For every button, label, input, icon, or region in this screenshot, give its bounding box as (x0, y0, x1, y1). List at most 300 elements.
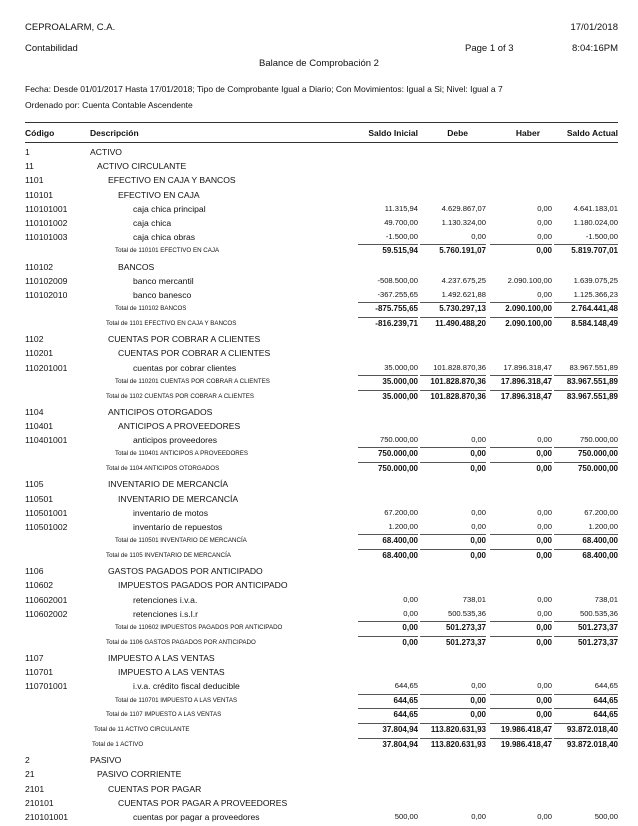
col-credit: Haber (515, 128, 540, 138)
account-description: caja chica obras (133, 232, 196, 243)
total-underline (490, 302, 552, 303)
account-description: EFECTIVO EN CAJA Y BANCOS (108, 175, 236, 186)
debe-value: 11.490.488,20 (435, 319, 486, 328)
haber-value: 0,00 (536, 536, 552, 546)
total-label: Total de 1105 INVENTARIO DE MERCANCÍA (106, 552, 231, 559)
debe-value: 0,00 (470, 449, 486, 459)
account-description: INVENTARIO DE MERCANCÍA (108, 479, 229, 490)
saldo-inicial-value: 68.400,00 (382, 536, 418, 546)
col-code: Código (25, 128, 55, 138)
account-description: cuentas por pagar a proveedores (133, 812, 260, 822)
total-underline (358, 636, 418, 637)
debe-value: 0,00 (471, 522, 486, 531)
total-underline (358, 694, 418, 695)
total-underline (358, 462, 418, 463)
account-row (0, 665, 638, 679)
total-row (0, 694, 638, 708)
total-underline (420, 636, 486, 637)
account-code: 110602 (25, 580, 54, 591)
saldo-inicial-value: 0,00 (403, 608, 418, 618)
total-underline (358, 390, 418, 391)
account-code: 110501 (25, 493, 54, 504)
saldo-actual-value: 501.273,37 (577, 637, 618, 647)
total-label: Total de 110501 INVENTARIO DE MERCANCÍA (115, 537, 247, 545)
debe-value: 0,00 (471, 681, 486, 691)
account-row (0, 260, 638, 274)
haber-value: 2.090.100,00 (505, 319, 552, 328)
account-code: 1106 (25, 566, 44, 577)
account-row (0, 433, 638, 447)
saldo-actual-value: 1.125.366,23 (573, 290, 618, 299)
haber-value: 0,00 (536, 551, 552, 560)
debe-value: 101.828.870,36 (430, 376, 486, 386)
total-label: Total de 110201 CUENTAS POR COBRAR A CLIENTES (115, 377, 270, 385)
account-description: ANTICIPOS A PROVEEDORES (118, 421, 241, 431)
total-underline (554, 244, 618, 245)
saldo-inicial-value: 35.000,00 (382, 391, 418, 401)
col-initial: Saldo Inicial (368, 128, 418, 138)
account-row (0, 173, 638, 187)
report-time: 8:04:16PM (572, 43, 618, 54)
total-underline (490, 723, 552, 724)
total-underline (420, 302, 486, 303)
total-underline (420, 375, 486, 376)
account-code: 110101002 (25, 218, 68, 228)
header-top-rule (25, 122, 618, 123)
saldo-inicial-value: 750.000,00 (377, 449, 418, 459)
haber-value: 0,00 (537, 594, 552, 604)
saldo-actual-value: 644,65 (593, 710, 618, 720)
total-underline (420, 549, 486, 550)
account-row (0, 767, 638, 781)
total-underline (420, 738, 486, 739)
account-description: CUENTAS POR PAGAR (108, 783, 202, 794)
debe-value: 1.492.621,88 (441, 290, 486, 299)
haber-value: 17.896.318,47 (500, 376, 552, 386)
account-code: 110101003 (25, 232, 68, 243)
total-underline (490, 534, 552, 535)
saldo-actual-value: 644,65 (594, 681, 618, 691)
account-code: 2101 (25, 783, 45, 794)
total-label: Total de 1106 GASTOS PAGADOS POR ANTICIPADO (106, 638, 256, 646)
debe-value: 1.130.324,00 (441, 218, 486, 227)
total-underline (554, 447, 618, 448)
saldo-actual-value: 4.641.183,01 (573, 203, 618, 213)
account-row (0, 753, 638, 767)
total-underline (420, 534, 486, 535)
saldo-actual-value: 68.400,00 (582, 536, 618, 546)
debe-value: 113.820.631,93 (430, 725, 486, 735)
debe-value: 4.629.867,07 (441, 203, 486, 213)
total-label: Total de 11 ACTIVO CIRCULANTE (94, 726, 190, 734)
account-row (0, 230, 638, 244)
header-bottom-rule (25, 142, 618, 143)
account-description: i.v.a. crédito fiscal deducible (133, 681, 240, 692)
report-title: Balance de Comprobación 2 (259, 58, 379, 69)
account-description: retenciones i.v.a. (133, 594, 198, 605)
account-description: PASIVO (90, 755, 122, 766)
total-underline (554, 708, 618, 709)
saldo-inicial-value: -1.500,00 (385, 232, 418, 242)
account-row (0, 607, 638, 621)
total-label: Total de 1104 ANTICIPOS OTORGADOS (106, 465, 220, 473)
saldo-inicial-value: 0,00 (403, 594, 418, 604)
saldo-inicial-value: -508.500,00 (377, 275, 418, 285)
total-underline (358, 244, 418, 245)
saldo-inicial-value: 644,65 (393, 710, 418, 720)
haber-value: 0,00 (537, 232, 552, 242)
haber-value: 0,00 (536, 623, 552, 632)
total-underline (554, 390, 618, 391)
total-label: Total de 110101 EFECTIVO EN CAJA (115, 247, 220, 255)
total-underline (358, 549, 418, 550)
account-row (0, 651, 638, 665)
account-description: inventario de repuestos (133, 522, 223, 532)
saldo-actual-value: 500.535,36 (579, 608, 618, 618)
saldo-actual-value: 500,00 (594, 812, 618, 821)
saldo-inicial-value: 11.315,94 (384, 203, 418, 213)
saldo-actual-value: 750.000,00 (577, 464, 618, 474)
saldo-inicial-value: -875.755,65 (375, 304, 418, 314)
total-underline (554, 375, 618, 376)
total-underline (554, 302, 618, 303)
company-name: CEPROALARM, C.A. (25, 22, 116, 33)
col-debit: Debe (447, 128, 468, 138)
total-underline (358, 723, 418, 724)
account-row (0, 492, 638, 506)
total-underline (554, 534, 618, 535)
haber-value: 0,00 (536, 637, 552, 647)
total-row (0, 549, 638, 563)
account-row (0, 782, 638, 796)
saldo-actual-value: 93.872.018,40 (566, 740, 618, 749)
haber-value: 0,00 (537, 290, 552, 299)
total-row (0, 723, 638, 737)
account-code: 110602001 (25, 594, 68, 605)
debe-value: 101.828.870,36 (430, 391, 486, 401)
debe-value: 0,00 (470, 551, 486, 560)
module-name: Contabilidad (25, 43, 78, 54)
account-code: 1107 (25, 653, 44, 663)
haber-value: 0,00 (537, 507, 552, 517)
saldo-inicial-value: 0,00 (402, 623, 418, 632)
account-row (0, 506, 638, 520)
account-row (0, 145, 638, 159)
total-underline (420, 708, 486, 709)
haber-value: 0,00 (536, 464, 552, 474)
account-row (0, 159, 638, 173)
saldo-inicial-value: 0,00 (402, 637, 418, 647)
account-code: 1 (25, 147, 30, 157)
debe-value: 0,00 (470, 464, 486, 474)
account-code: 1101 (25, 175, 44, 186)
total-underline (420, 244, 486, 245)
saldo-inicial-value: 750.000,00 (379, 435, 418, 445)
saldo-inicial-value: 644,65 (394, 681, 418, 691)
total-row (0, 375, 638, 389)
account-row (0, 288, 638, 302)
account-code: 110401001 (25, 435, 68, 446)
haber-value: 2.090.100,00 (507, 275, 552, 285)
account-row (0, 405, 638, 419)
account-description: INVENTARIO DE MERCANCÍA (118, 493, 239, 504)
saldo-actual-value: 1.180.024,00 (573, 218, 618, 227)
account-description: banco banesco (133, 290, 192, 300)
account-row (0, 796, 638, 810)
account-description: CUENTAS POR PAGAR A PROVEEDORES (118, 797, 288, 808)
total-row (0, 447, 638, 461)
account-code: 110101 (25, 189, 54, 200)
haber-value: 19.986.418,47 (500, 725, 552, 735)
debe-value: 500.535,36 (447, 608, 486, 618)
total-row (0, 636, 638, 650)
account-description: IMPUESTO A LAS VENTAS (108, 653, 215, 663)
debe-value: 5.760.191,07 (439, 246, 486, 256)
total-underline (420, 447, 486, 448)
account-row (0, 578, 638, 592)
account-code: 110602002 (25, 608, 68, 619)
debe-value: 4.237.675,25 (441, 275, 486, 285)
account-description: GASTOS PAGADOS POR ANTICIPADO (108, 566, 263, 577)
report-date: 17/01/2018 (570, 22, 618, 33)
total-row (0, 708, 638, 722)
account-code: 110102009 (25, 275, 68, 286)
account-description: caja chica (133, 218, 172, 228)
total-label: Total de 110401 ANTICIPOS A PROVEEDORES (115, 450, 248, 458)
total-underline (554, 738, 618, 739)
total-row (0, 302, 638, 316)
total-underline (490, 738, 552, 739)
account-code: 110201 (25, 348, 54, 359)
saldo-inicial-value: 35.000,00 (384, 362, 418, 372)
account-description: CUENTAS POR COBRAR A CLIENTES (118, 348, 271, 359)
account-row (0, 188, 638, 202)
debe-value: 501.273,37 (445, 623, 486, 632)
total-label: Total de 1102 CUENTAS POR COBRAR A CLIENTES (106, 392, 254, 400)
haber-value: 2.090.100,00 (505, 304, 552, 314)
saldo-actual-value: 501.273,37 (577, 623, 618, 632)
account-description: PASIVO CORRIENTE (97, 769, 182, 780)
saldo-inicial-value: 35.000,00 (382, 376, 418, 386)
haber-value: 0,00 (537, 435, 552, 445)
col-description: Descripción (90, 128, 139, 138)
account-code: 110701 (25, 667, 54, 678)
total-underline (420, 462, 486, 463)
haber-value: 17.896.318,47 (500, 391, 552, 401)
total-underline (554, 317, 618, 318)
debe-value: 0,00 (471, 435, 486, 445)
account-code: 110101001 (25, 203, 68, 214)
saldo-inicial-value: 750.000,00 (377, 464, 418, 474)
account-code: 11 (25, 161, 34, 172)
total-underline (490, 244, 552, 245)
account-description: ANTICIPOS OTORGADOS (108, 406, 213, 417)
total-row (0, 244, 638, 258)
total-underline (554, 723, 618, 724)
account-code: 2 (25, 755, 30, 766)
account-row (0, 332, 638, 346)
account-description: EFECTIVO EN CAJA (118, 189, 200, 200)
saldo-inicial-value: 59.515,94 (382, 246, 418, 256)
total-row (0, 390, 638, 404)
total-underline (554, 549, 618, 550)
haber-value: 0,00 (537, 522, 552, 531)
account-description: caja chica principal (133, 203, 206, 214)
total-row (0, 621, 638, 635)
account-code: 110102010 (25, 290, 68, 300)
account-row (0, 810, 638, 824)
account-code: 110501001 (25, 507, 68, 518)
account-row (0, 346, 638, 360)
haber-value: 0,00 (537, 812, 552, 821)
total-underline (490, 621, 552, 622)
total-row (0, 462, 638, 476)
saldo-actual-value: 738,01 (594, 594, 618, 604)
saldo-actual-value: 83.967.551,89 (569, 362, 618, 372)
account-code: 110701001 (25, 681, 68, 692)
saldo-inicial-value: 68.400,00 (382, 551, 418, 560)
account-code: 210101 (25, 797, 54, 808)
account-code: 1104 (25, 406, 44, 417)
account-row (0, 593, 638, 607)
haber-value: 0,00 (537, 218, 552, 227)
total-row (0, 317, 638, 331)
total-underline (358, 375, 418, 376)
haber-value: 0,00 (537, 681, 552, 691)
total-underline (554, 462, 618, 463)
account-description: inventario de motos (133, 507, 208, 518)
saldo-inicial-value: 644,65 (393, 695, 418, 705)
haber-value: 0,00 (537, 203, 552, 213)
total-underline (358, 317, 418, 318)
total-label: Total de 110701 IMPUESTO A LAS VENTAS (115, 696, 238, 704)
total-underline (490, 462, 552, 463)
saldo-actual-value: 68.400,00 (582, 551, 618, 560)
saldo-actual-value: 93.872.018,40 (566, 725, 618, 735)
haber-value: 0,00 (536, 449, 552, 459)
account-description: anticipos proveedores (133, 435, 218, 446)
total-underline (420, 390, 486, 391)
total-label: Total de 1107 IMPUESTO A LAS VENTAS (106, 711, 222, 719)
account-description: ACTIVO (90, 147, 122, 157)
debe-value: 0,00 (471, 507, 486, 517)
saldo-inicial-value: 37.804,94 (382, 740, 418, 749)
debe-value: 5.730.297,13 (439, 304, 486, 314)
account-description: cuentas por cobrar clientes (133, 362, 237, 373)
total-underline (420, 317, 486, 318)
debe-value: 0,00 (471, 812, 486, 821)
account-code: 110401 (25, 421, 54, 431)
saldo-inicial-value: 37.804,94 (382, 725, 418, 735)
account-row (0, 679, 638, 693)
saldo-actual-value: 750.000,00 (577, 449, 618, 459)
total-row (0, 738, 638, 752)
total-underline (490, 390, 552, 391)
total-underline (490, 708, 552, 709)
account-row (0, 361, 638, 375)
account-code: 110201001 (25, 362, 68, 373)
account-description: banco mercantil (133, 275, 194, 286)
total-underline (358, 708, 418, 709)
total-underline (490, 375, 552, 376)
total-underline (490, 694, 552, 695)
total-underline (420, 621, 486, 622)
saldo-inicial-value: 1.200,00 (388, 522, 418, 531)
account-description: CUENTAS POR COBRAR A CLIENTES (108, 334, 261, 345)
debe-value: 113.820.631,93 (430, 740, 486, 749)
total-underline (554, 636, 618, 637)
total-underline (358, 738, 418, 739)
account-row (0, 216, 638, 230)
haber-value: 0,00 (536, 695, 552, 705)
saldo-inicial-value: -367.255,65 (377, 290, 418, 299)
account-description: IMPUESTO A LAS VENTAS (118, 667, 225, 678)
debe-value: 738,01 (462, 594, 486, 604)
total-underline (490, 636, 552, 637)
total-underline (490, 317, 552, 318)
account-row (0, 202, 638, 216)
saldo-actual-value: 67.200,00 (584, 507, 618, 517)
total-label: Total de 110102 BANCOS (115, 305, 187, 313)
account-code: 110102 (25, 261, 54, 272)
haber-value: 0,00 (536, 246, 552, 256)
haber-value: 0,00 (536, 710, 552, 720)
account-description: IMPUESTOS PAGADOS POR ANTICIPADO (118, 580, 288, 591)
saldo-actual-value: 83.967.551,89 (566, 391, 618, 401)
total-underline (490, 447, 552, 448)
debe-value: 0,00 (470, 695, 486, 705)
saldo-actual-value: 83.967.551,89 (566, 376, 618, 386)
saldo-actual-value: -1.500,00 (585, 232, 618, 242)
haber-value: 17.896.318,47 (503, 362, 552, 372)
saldo-actual-value: 644,65 (593, 695, 618, 705)
account-code: 210101001 (25, 812, 69, 822)
saldo-actual-value: 5.819.707,01 (571, 246, 618, 256)
haber-value: 19.986.418,47 (500, 740, 552, 749)
total-underline (554, 694, 618, 695)
report-filter: Fecha: Desde 01/01/2017 Hasta 17/01/2018; Tipo de Comprobante Igual a Diario; Con Movimientos: Igual a Si; Nivel: Igual a 7 (25, 84, 503, 94)
total-row (0, 534, 638, 548)
total-underline (358, 447, 418, 448)
account-description: retenciones i.s.l.r (133, 608, 198, 619)
saldo-inicial-value: 49.700,00 (384, 218, 418, 227)
report-order: Ordenado por: Cuenta Contable Ascendente (25, 100, 193, 110)
total-underline (420, 723, 486, 724)
account-row (0, 274, 638, 288)
saldo-inicial-value: 500,00 (394, 812, 418, 821)
total-underline (358, 534, 418, 535)
debe-value: 101.828.870,36 (433, 362, 486, 372)
account-code: 1102 (25, 334, 44, 345)
saldo-inicial-value: -816.239,71 (375, 319, 418, 328)
account-code: 1105 (25, 479, 44, 490)
debe-value: 0,00 (471, 232, 486, 242)
page-number: Page 1 of 3 (465, 43, 514, 54)
total-underline (554, 621, 618, 622)
total-underline (358, 621, 418, 622)
debe-value: 0,00 (470, 710, 486, 720)
debe-value: 501.273,37 (445, 637, 486, 647)
saldo-actual-value: 8.584.148,49 (571, 319, 618, 328)
saldo-actual-value: 2.764.441,48 (571, 304, 618, 314)
saldo-actual-value: 750.000,00 (579, 435, 618, 445)
total-label: Total de 1 ACTIVO (92, 741, 144, 748)
account-row (0, 419, 638, 433)
saldo-actual-value: 1.200,00 (588, 522, 618, 531)
account-row (0, 477, 638, 491)
saldo-inicial-value: 67.200,00 (384, 507, 418, 517)
account-code: 110501002 (25, 522, 68, 532)
